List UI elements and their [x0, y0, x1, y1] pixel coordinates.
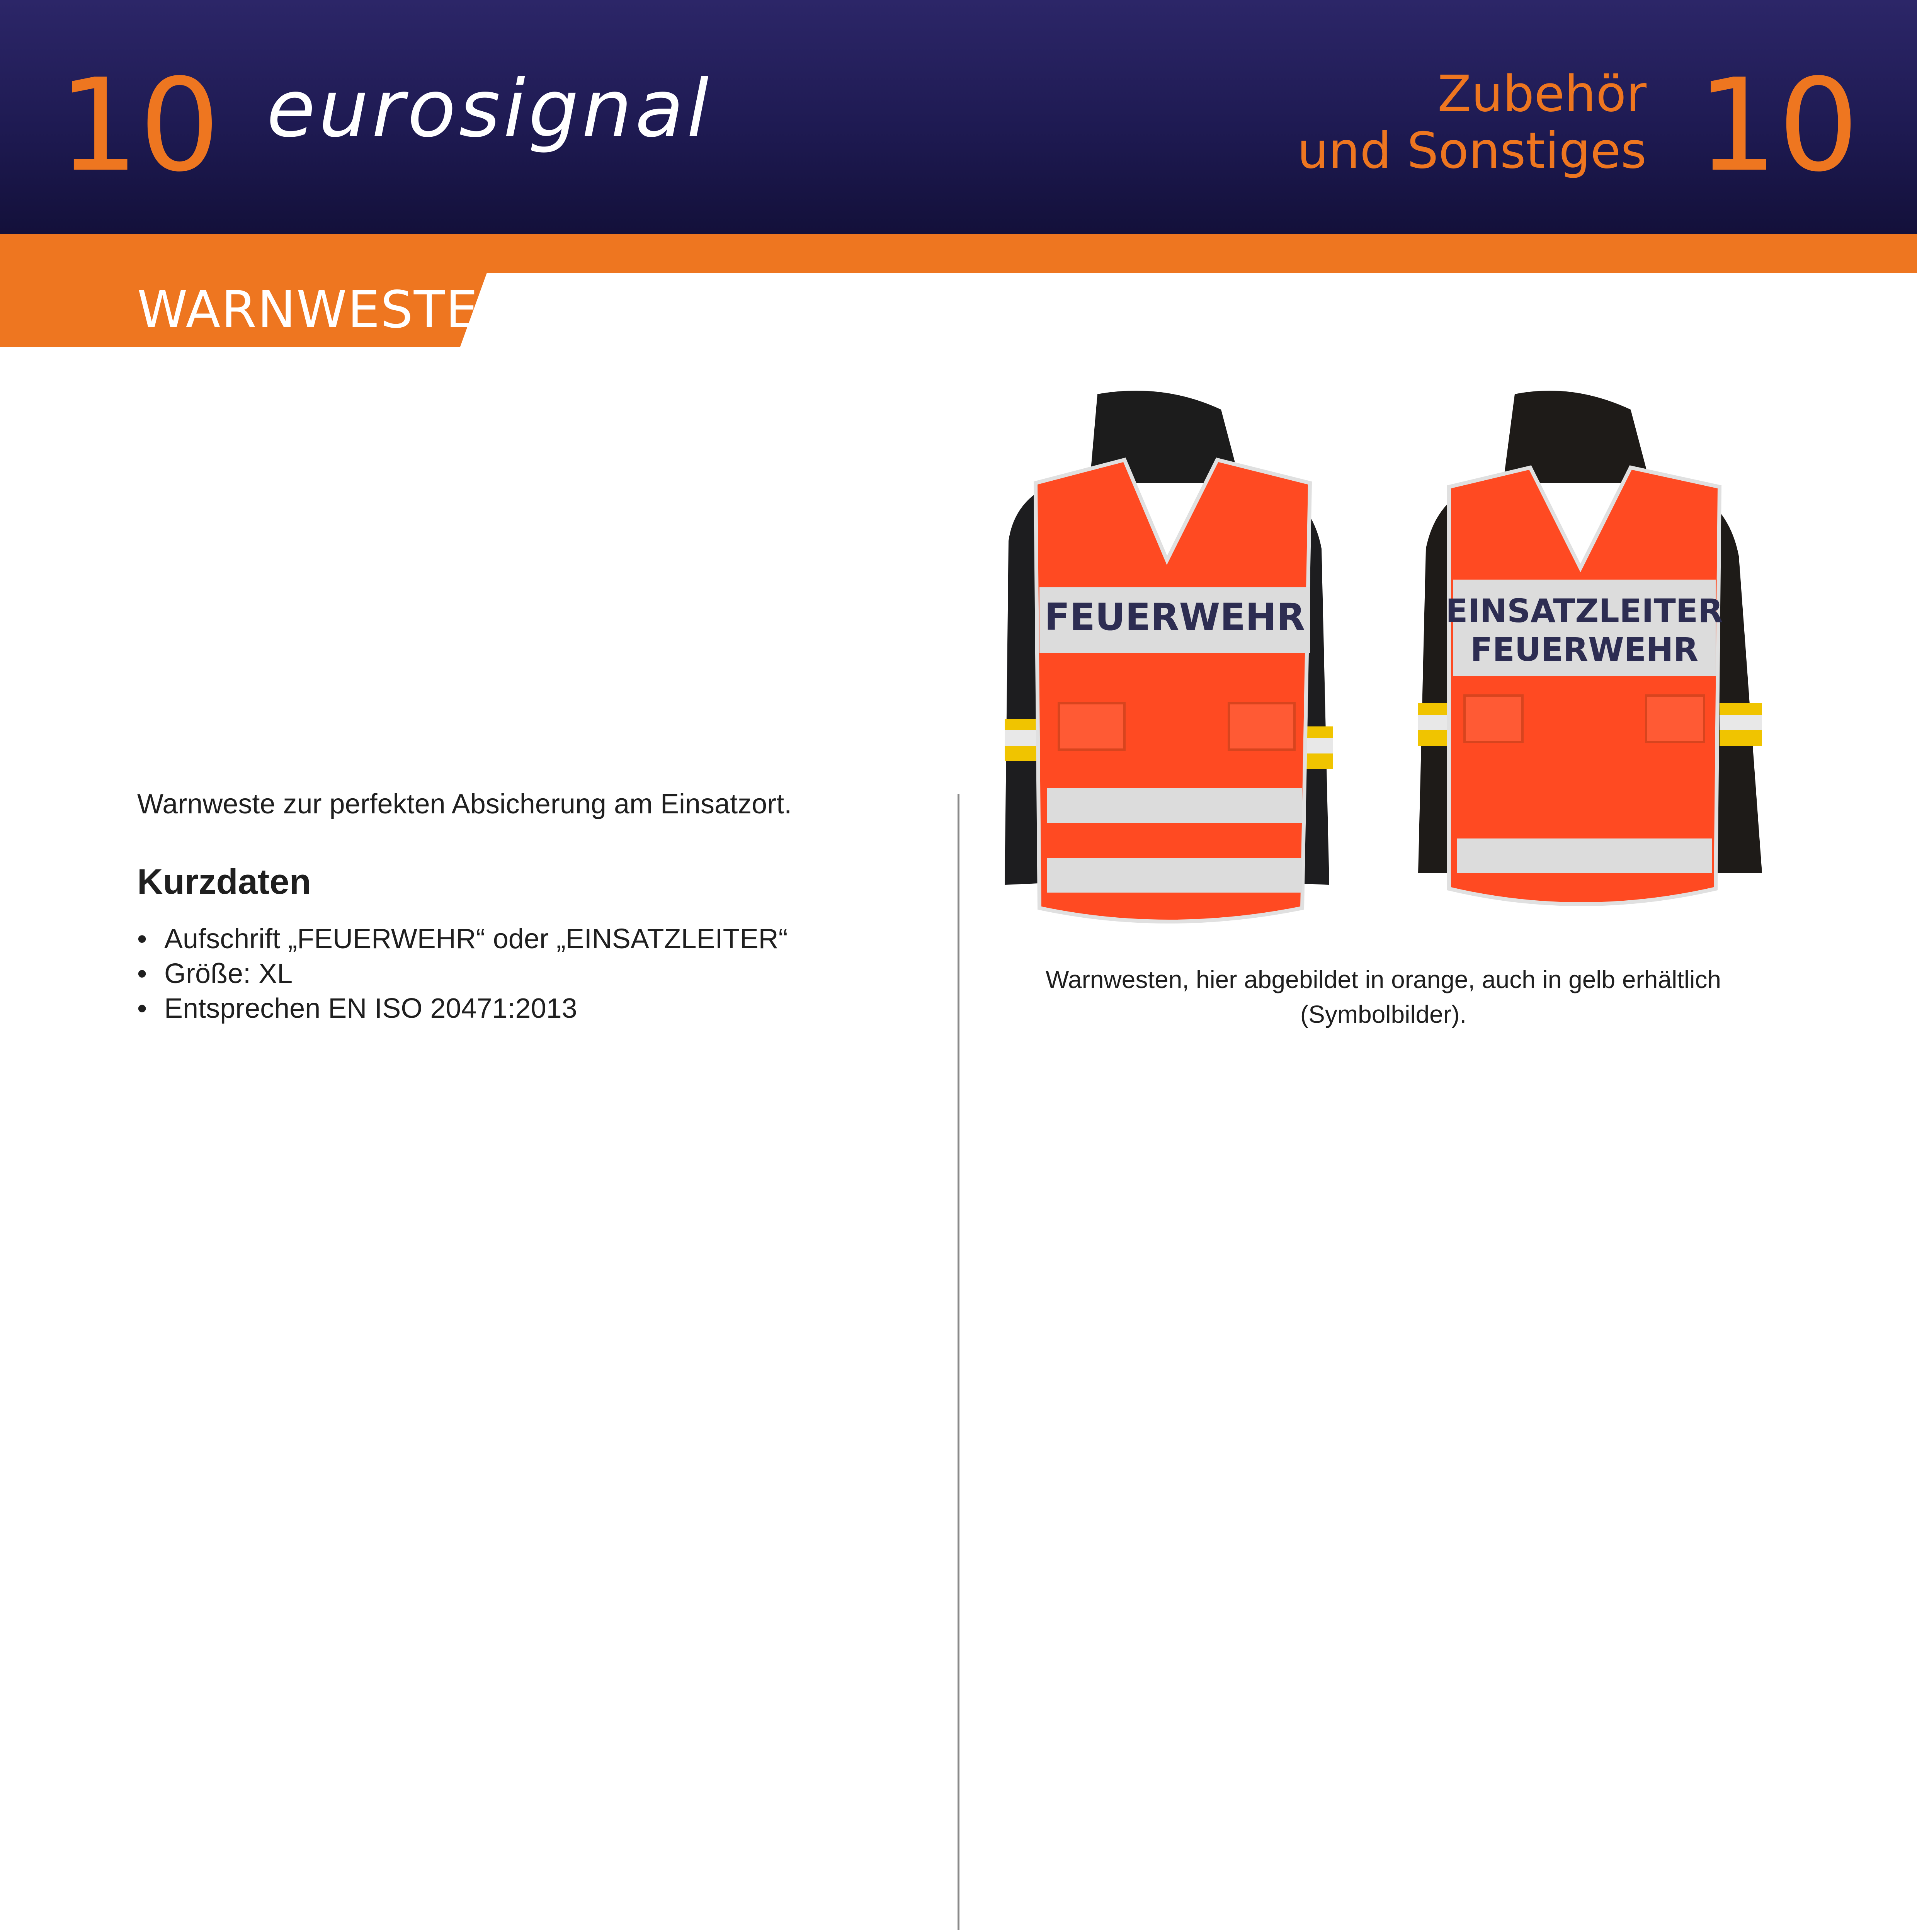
photo-caption [989, 962, 1778, 1032]
header-accent-bar [0, 234, 1917, 273]
intro-text: Warnweste zur perfekten Absicherung am Einsatzort. [137, 789, 792, 820]
page-title: WARNWESTE [137, 280, 479, 340]
caption-line-2: (Symbolbilder). [1300, 1000, 1467, 1028]
category-line-1: Zubehör [1437, 65, 1647, 123]
kurzdaten-list [137, 922, 788, 1026]
vest-product-photo [993, 386, 1774, 943]
category-line-2: und Sonstiges [1297, 122, 1647, 180]
kurzdaten-heading: Kurzdaten [137, 862, 311, 901]
vest2-lettering-line1: EINSATZLEITER [1446, 592, 1723, 630]
chapter-category [1297, 66, 1647, 179]
vest1-lettering: FEUERWEHR [1044, 595, 1305, 639]
list-item: • Entsprechen EN ISO 20471:2013 [137, 991, 788, 1026]
caption-line-1: Warnwesten, hier abgebildet in orange, auch in gelb erhältlich [1045, 966, 1721, 993]
chapter-number-right: 10 [1697, 51, 1859, 200]
column-divider [958, 794, 959, 1930]
list-item: • Größe: XL [137, 956, 788, 991]
eurosignal-logo: eurosignal [267, 63, 712, 155]
chapter-number-left: 10 [58, 51, 220, 200]
vest2-lettering-line2: FEUERWEHR [1470, 631, 1699, 668]
list-item: • Aufschrift „FEUERWEHR“ oder „EINSATZLEITER“ [137, 922, 788, 956]
